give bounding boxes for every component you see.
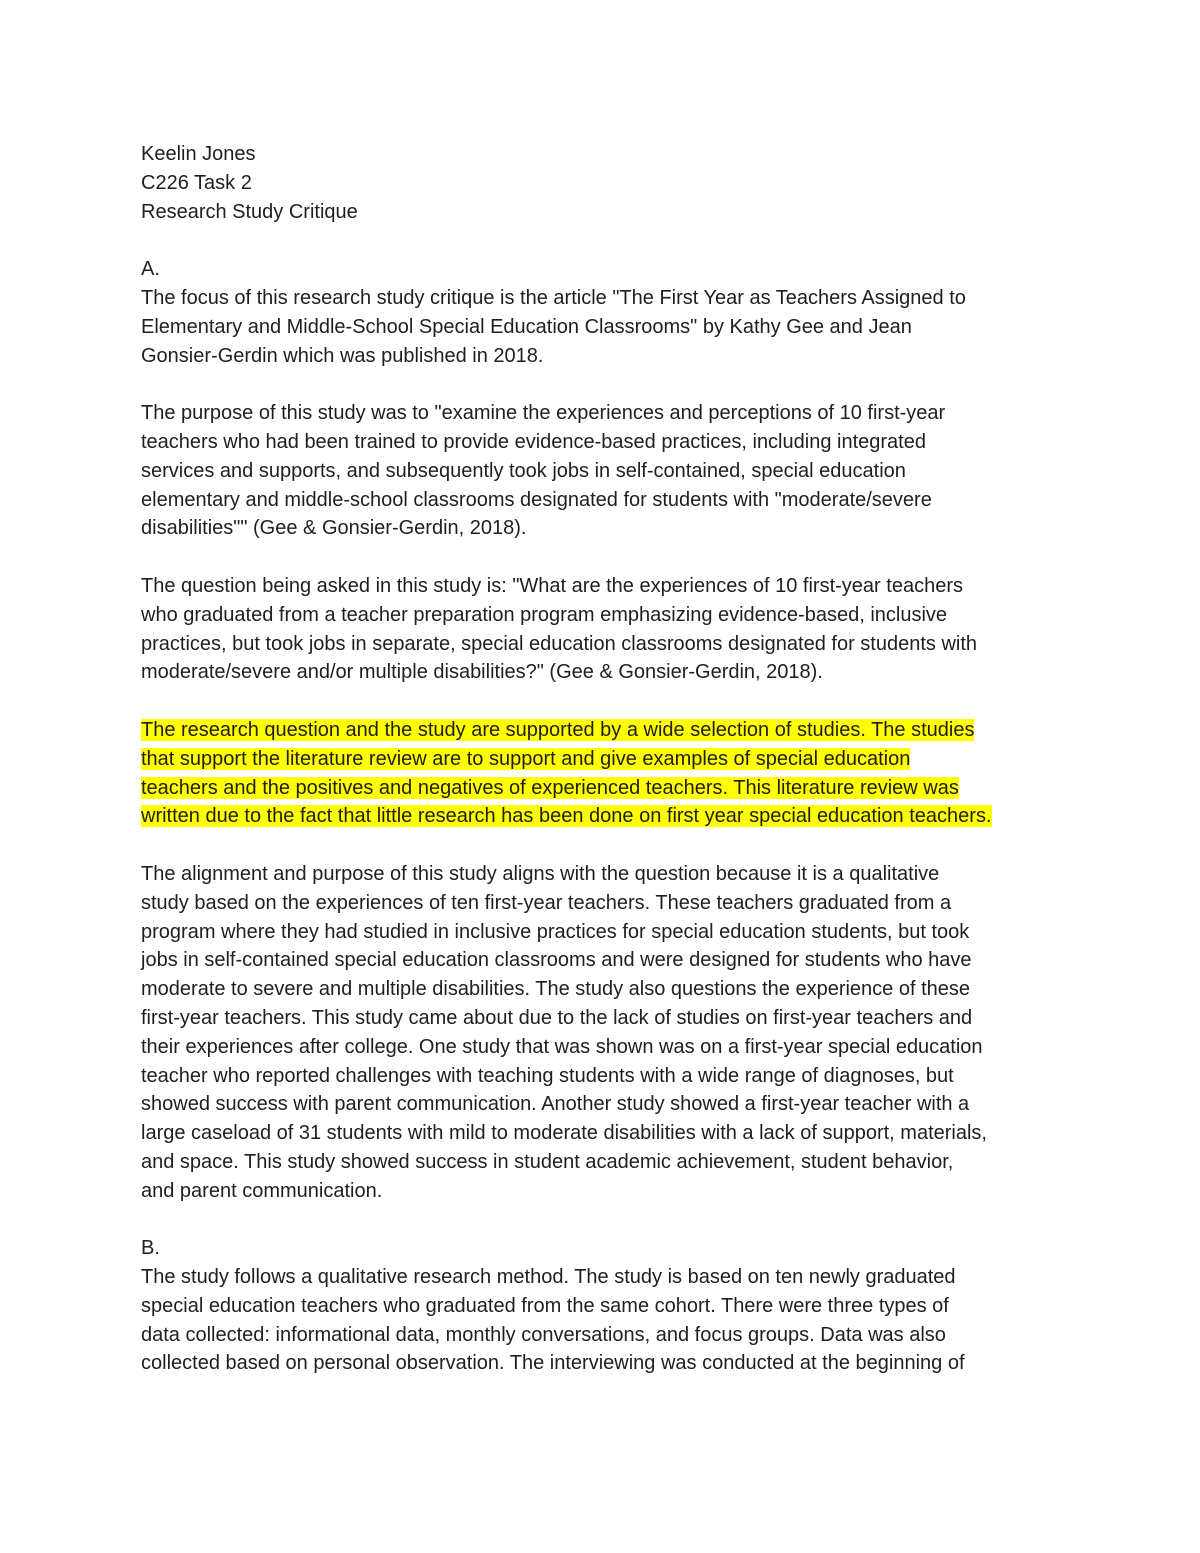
highlighted-line-wrap	[141, 802, 1071, 831]
question-paragraph	[141, 572, 1071, 687]
spacer	[141, 687, 1071, 716]
focus-paragraph	[141, 284, 1071, 370]
paragraph-line: showed success with parent communication. Another study showed a first-year teacher with a	[141, 1093, 970, 1116]
highlighted-line-wrap	[141, 716, 1071, 745]
paragraph-line: practices, but took jobs in separate, special education classrooms designated for students with	[141, 632, 978, 655]
paragraph-line: jobs in self-contained special education classrooms and were designed for students who have	[141, 949, 972, 972]
paragraph-line: and parent communication.	[141, 1179, 383, 1202]
paragraph-line: study based on the experiences of ten first-year teachers. These teachers graduated from a	[141, 891, 952, 914]
highlighted-line: that support the literature review are to support and give examples of special education	[141, 747, 911, 770]
spacer	[141, 543, 1071, 572]
spacer	[141, 370, 1071, 399]
paragraph-line: collected based on personal observation. The interviewing was conducted at the beginning of	[141, 1352, 965, 1375]
method-paragraph	[141, 1263, 1071, 1378]
paragraph-line: first-year teachers. This study came about due to the lack of studies on first-year teachers and	[141, 1006, 973, 1029]
paragraph-line: teacher who reported challenges with teaching students with a wide range of diagnoses, but	[141, 1064, 954, 1087]
paragraph-line: disabilities"" (Gee & Gonsier-Gerdin, 2018).	[141, 517, 527, 540]
paragraph-line: elementary and middle-school classrooms designated for students with "moderate/severe	[141, 488, 932, 511]
paragraph-line: The purpose of this study was to "examine the experiences and perceptions of 10 first-year	[141, 402, 946, 425]
paragraph-line: large caseload of 31 students with mild to moderate disabilities with a lack of support, materials,	[141, 1122, 987, 1145]
document-title: Research Study Critique	[141, 200, 358, 223]
paragraph-line: The alignment and purpose of this study aligns with the question because it is a qualitative	[141, 862, 940, 885]
document-body	[141, 140, 1071, 1378]
paragraph-line: Elementary and Middle-School Special Education Classrooms" by Kathy Gee and Jean	[141, 315, 912, 338]
paragraph-line: who graduated from a teacher preparation program emphasizing evidence-based, inclusive	[141, 603, 948, 626]
paragraph-line: moderate/severe and/or multiple disabilities?" (Gee & Gonsier-Gerdin, 2018).	[141, 661, 823, 684]
spacer	[141, 831, 1071, 860]
paragraph-line: and space. This study showed success in student academic achievement, student behavior,	[141, 1150, 954, 1173]
paragraph-line: moderate to severe and multiple disabilities. The study also questions the experience of these	[141, 978, 971, 1001]
paragraph-line: special education teachers who graduated from the same cohort. There were three types of	[141, 1294, 949, 1317]
paragraph-line: teachers who had been trained to provide evidence-based practices, including integrated	[141, 430, 926, 453]
alignment-paragraph	[141, 860, 1071, 1206]
paragraph-line: data collected: informational data, monthly conversations, and focus groups. Data was also	[141, 1323, 946, 1346]
highlighted-line: written due to the fact that little research has been done on first year special education teachers.	[141, 805, 992, 828]
paragraph-line: The focus of this research study critique is the article "The First Year as Teachers Assigned to	[141, 286, 966, 309]
highlighted-line: The research question and the study are supported by a wide selection of studies. The studies	[141, 718, 975, 741]
paragraph-line: The question being asked in this study is: "What are the experiences of 10 first-year teachers	[141, 574, 963, 597]
course-code: C226 Task 2	[141, 171, 252, 194]
paragraph-line: The study follows a qualitative research method. The study is based on ten newly graduated	[141, 1266, 956, 1289]
spacer	[141, 226, 1071, 255]
highlighted-line: teachers and the positives and negatives of experienced teachers. This literature review was	[141, 776, 959, 799]
section-a-heading: A.	[141, 258, 160, 281]
author-name: Keelin Jones	[141, 143, 256, 165]
section-b-heading: B.	[141, 1237, 160, 1260]
purpose-paragraph	[141, 399, 1071, 543]
paragraph-line: Gonsier-Gerdin which was published in 2018.	[141, 344, 544, 367]
highlighted-line-wrap	[141, 745, 1071, 774]
paragraph-line: program where they had studied in inclusive practices for special education students, but took	[141, 920, 970, 943]
highlighted-line-wrap	[141, 774, 1071, 803]
highlighted-paragraph	[141, 716, 1071, 831]
paragraph-line: their experiences after college. One study that was shown was on a first-year special education	[141, 1035, 983, 1058]
spacer	[141, 1205, 1071, 1234]
paragraph-line: services and supports, and subsequently took jobs in self-contained, special education	[141, 459, 906, 482]
